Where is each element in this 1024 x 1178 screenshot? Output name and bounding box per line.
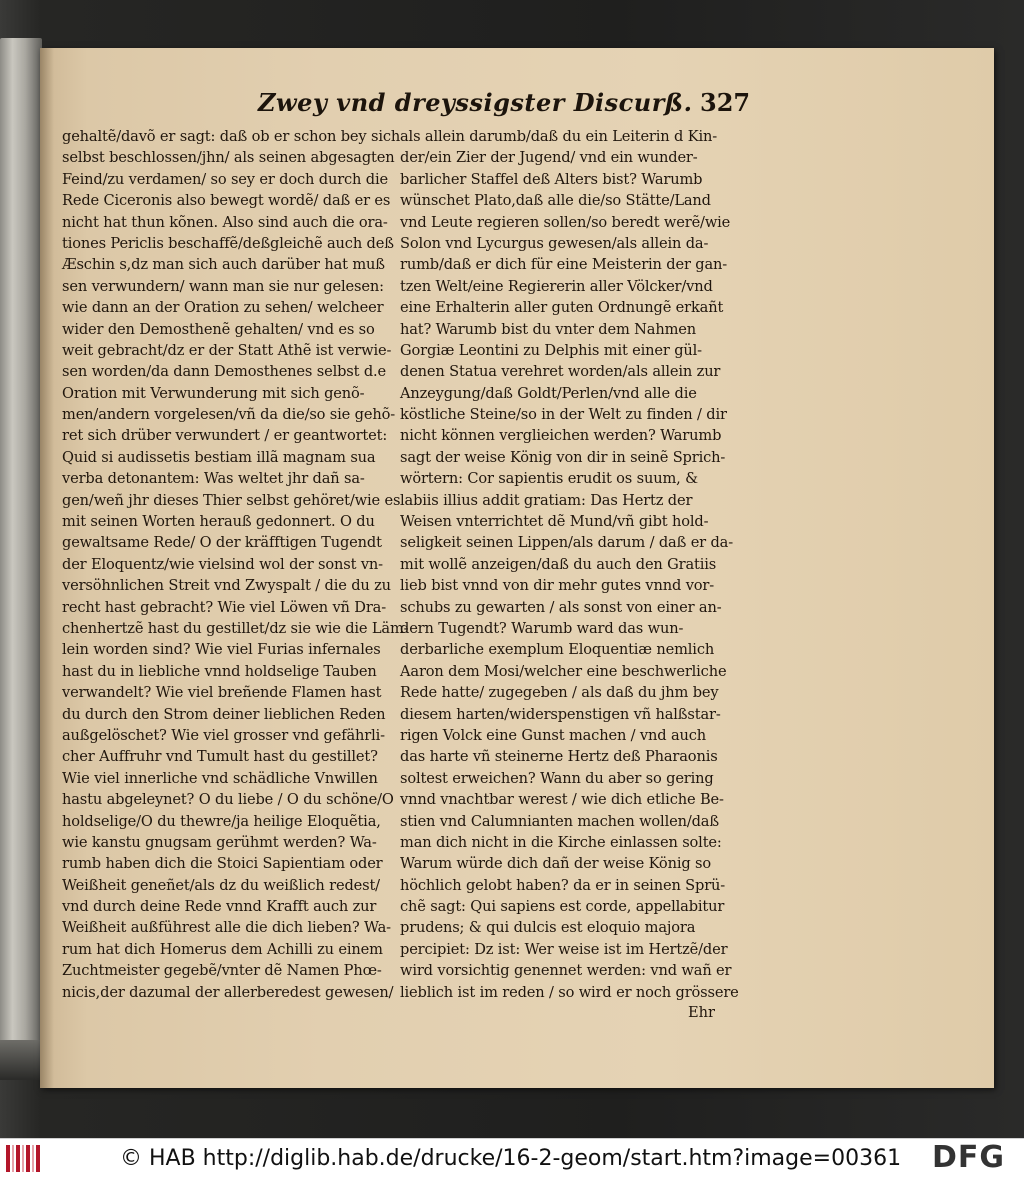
text-line: chẽ sagt: Qui sapiens est corde, appellabitur bbox=[400, 898, 725, 916]
left-text-column bbox=[62, 126, 409, 1003]
text-line: tzen Welt/eine Regiererin aller Völcker/vnd bbox=[400, 277, 713, 295]
text-line: denen Statua verehret worden/als allein zur bbox=[400, 363, 721, 381]
text-line: prudens; & qui dulcis est eloquio majora bbox=[400, 919, 696, 937]
text-line: Weisen vnterrichtet dẽ Mund/vñ gibt hold- bbox=[400, 513, 709, 531]
text-line: versöhnlichen Streit vnd Zwyspalt / die du zu bbox=[62, 577, 391, 595]
text-line: Warum würde dich dañ der weise König so bbox=[400, 855, 711, 873]
text-line: gen/weñ jhr dieses Thier selbst gehöret/wie es bbox=[62, 491, 401, 509]
text-line: Anzeygung/daß Goldt/Perlen/vnd alle die bbox=[400, 384, 697, 402]
text-line: nicis,der dazumal der allerberedest gewesen/ bbox=[62, 983, 394, 1001]
text-line: das harte vñ steinerne Hertz deß Pharaonis bbox=[400, 748, 718, 766]
text-line: weit gebracht/dz er der Statt Athẽ ist verwie- bbox=[62, 341, 392, 359]
text-line: der Eloquentz/wie vielsind wol der sonst vn- bbox=[62, 555, 383, 573]
text-line: labiis illius addit gratiam: Das Hertz der bbox=[400, 491, 693, 509]
text-line: vnd Leute regieren sollen/so beredt werẽ/wie bbox=[400, 213, 731, 231]
text-line: sen verwundern/ wann man sie nur gelesen: bbox=[62, 277, 384, 295]
text-line: wie dann an der Oration zu sehen/ welcheer bbox=[62, 299, 384, 317]
text-line: Æschin s,dz man sich auch darüber hat muß bbox=[62, 256, 385, 274]
text-line: vnnd vnachtbar werest / wie dich etliche Be- bbox=[400, 791, 724, 809]
hab-logo-icon[interactable] bbox=[4, 1143, 42, 1174]
text-line: hat? Warumb bist du vnter dem Nahmen bbox=[400, 320, 696, 338]
text-line: hastu abgeleynet? O du liebe / O du schöne/O bbox=[62, 791, 394, 809]
text-line: rigen Volck eine Gunst machen / vnd auch bbox=[400, 726, 707, 744]
text-line: lieblich ist im reden / so wird er noch grössere bbox=[400, 983, 739, 1001]
text-line: chenhertzẽ hast du gestillet/dz sie wie die Läm- bbox=[62, 619, 409, 637]
text-line: höchlich gelobt haben? da er in seinen Sprü- bbox=[400, 876, 726, 894]
text-line: derbarliche exemplum Eloquentiæ nemlich bbox=[400, 641, 715, 659]
text-line: seligkeit seinen Lippen/als darum / daß er da- bbox=[400, 534, 734, 552]
text-line: sagt der weise König von dir in seinẽ Sprich- bbox=[400, 448, 726, 466]
text-line: Quid si audissetis bestiam illã magnam sua bbox=[62, 448, 376, 466]
text-line: Solon vnd Lycurgus gewesen/als allein da- bbox=[400, 234, 709, 252]
text-line: tiones Periclis beschaffẽ/deßgleichẽ auch deß bbox=[62, 234, 394, 252]
text-line: Oration mit Verwunderung mit sich genõ- bbox=[62, 384, 365, 402]
text-line: lieb bist vnnd von dir mehr gutes vnnd vor- bbox=[400, 577, 715, 595]
text-line: rum hat dich Homerus dem Achilli zu einem bbox=[62, 940, 383, 958]
footer-credit-link[interactable]: © HAB http://diglib.hab.de/drucke/16-2-geom/start.htm?image=00361 bbox=[120, 1146, 902, 1171]
text-line: diesem harten/widerspenstigen vñ halßstar- bbox=[400, 705, 721, 723]
text-line: wörtern: Cor sapientis erudit os suum, & bbox=[400, 470, 698, 488]
text-line: der/ein Zier der Jugend/ vnd ein wunder- bbox=[400, 149, 698, 167]
text-line: vnd durch deine Rede vnnd Krafft auch zur bbox=[62, 898, 377, 916]
text-line: Gorgiæ Leontini zu Delphis mit einer gül- bbox=[400, 341, 702, 359]
text-line: cher Auffruhr vnd Tumult hast du gestillet? bbox=[62, 748, 378, 766]
page-number: 327 bbox=[700, 88, 751, 117]
text-line: eine Erhalterin aller guten Ordnungẽ erkañt bbox=[400, 299, 724, 317]
text-line: barlicher Staffel deß Alters bist? Warumb bbox=[400, 170, 703, 188]
text-line: Weißheit geneñet/als dz du weißlich redest/ bbox=[62, 876, 380, 894]
text-line: hast du in liebliche vnnd holdselige Tauben bbox=[62, 662, 377, 680]
text-line: ret sich drüber verwundert / er geantwortet: bbox=[62, 427, 388, 445]
text-line: percipiet: Dz ist: Wer weise ist im Hertzẽ/der bbox=[400, 940, 728, 958]
text-line: rumb/daß er dich für eine Meisterin der gan- bbox=[400, 256, 728, 274]
text-line: man dich nicht in die Kirche einlassen solte: bbox=[400, 833, 722, 851]
text-line: Aaron dem Mosi/welcher eine beschwerliche bbox=[400, 662, 727, 680]
page-stack-shadow bbox=[0, 1040, 42, 1080]
text-line: Wie viel innerliche vnd schädliche Vnwillen bbox=[62, 769, 378, 787]
catchword: Ehr bbox=[688, 1004, 716, 1021]
text-line: Zuchtmeister gegebẽ/vnter dẽ Namen Phœ- bbox=[62, 962, 382, 980]
right-text-column bbox=[400, 126, 750, 1003]
text-line: lein worden sind? Wie viel Furias infernales bbox=[62, 641, 381, 659]
text-line: Rede Ciceronis also bewegt wordẽ/ daß er es bbox=[62, 192, 391, 210]
page-stack-edge bbox=[0, 38, 42, 1048]
text-line: mit seinen Worten herauß gedonnert. O du bbox=[62, 513, 375, 531]
text-line: wider den Demosthenẽ gehalten/ vnd es so bbox=[62, 320, 375, 338]
running-head: Zwey vnd dreyssigster Discurß. bbox=[258, 88, 693, 117]
text-line: gehaltẽ/davõ er sagt: daß ob er schon bey sich bbox=[62, 128, 401, 145]
text-line: wie kanstu gnugsam gerühmt werden? Wa- bbox=[62, 833, 377, 851]
text-line: wird vorsichtig genennet werden: vnd wañ er bbox=[400, 962, 732, 980]
text-line: verba detonantem: Was weltet jhr dañ sa- bbox=[62, 470, 365, 488]
text-line: stien vnd Calumnianten machen wollen/daß bbox=[400, 812, 719, 830]
text-line: wünschet Plato,daß alle die/so Stätte/Land bbox=[400, 192, 711, 210]
text-line: köstliche Steine/so in der Welt zu finden / dir bbox=[400, 406, 727, 424]
text-line: mit wollẽ anzeigen/daß du auch den Gratiis bbox=[400, 555, 717, 573]
dfg-logo[interactable]: DFG bbox=[932, 1140, 1006, 1175]
text-line: holdselige/O du thewre/ja heilige Eloquẽtia, bbox=[62, 812, 381, 830]
text-line: recht hast gebracht? Wie viel Löwen vñ Dra- bbox=[62, 598, 387, 616]
page-gutter-shadow bbox=[40, 48, 54, 1088]
text-line: rumb haben dich die Stoici Sapientiam oder bbox=[62, 855, 383, 873]
text-line: dern Tugendt? Warumb ward das wun- bbox=[400, 619, 684, 637]
text-line: schubs zu gewarten / als sonst von einer an- bbox=[400, 598, 722, 616]
text-line: men/andern vorgelesen/vñ da die/so sie gehõ- bbox=[62, 406, 395, 424]
text-line: du durch den Strom deiner lieblichen Reden bbox=[62, 705, 386, 723]
text-line: gewaltsame Rede/ O der kräfftigen Tugendt bbox=[62, 534, 382, 552]
text-line: soltest erweichen? Wann du aber so gering bbox=[400, 769, 714, 787]
text-line: Feind/zu verdamen/ so sey er doch durch die bbox=[62, 170, 388, 188]
text-line: verwandelt? Wie viel breñende Flamen hast bbox=[62, 684, 382, 702]
text-line: als allein darumb/daß du ein Leiterin d Kin- bbox=[400, 128, 717, 145]
text-line: Weißheit außführest alle die dich lieben? Wa- bbox=[62, 919, 391, 937]
text-line: nicht hat thun kõnen. Also sind auch die ora- bbox=[62, 213, 388, 231]
text-line: sen worden/da dann Demosthenes selbst d.e bbox=[62, 363, 386, 381]
text-line: Rede hatte/ zugegeben / als daß du jhm bey bbox=[400, 684, 719, 702]
footer-bar bbox=[0, 1138, 1024, 1178]
text-line: außgelöschet? Wie viel grosser vnd gefährli- bbox=[62, 726, 385, 744]
text-line: nicht können verglieichen werden? Warumb bbox=[400, 427, 722, 445]
text-line: selbst beschlossen/jhn/ als seinen abgesagten bbox=[62, 149, 395, 167]
